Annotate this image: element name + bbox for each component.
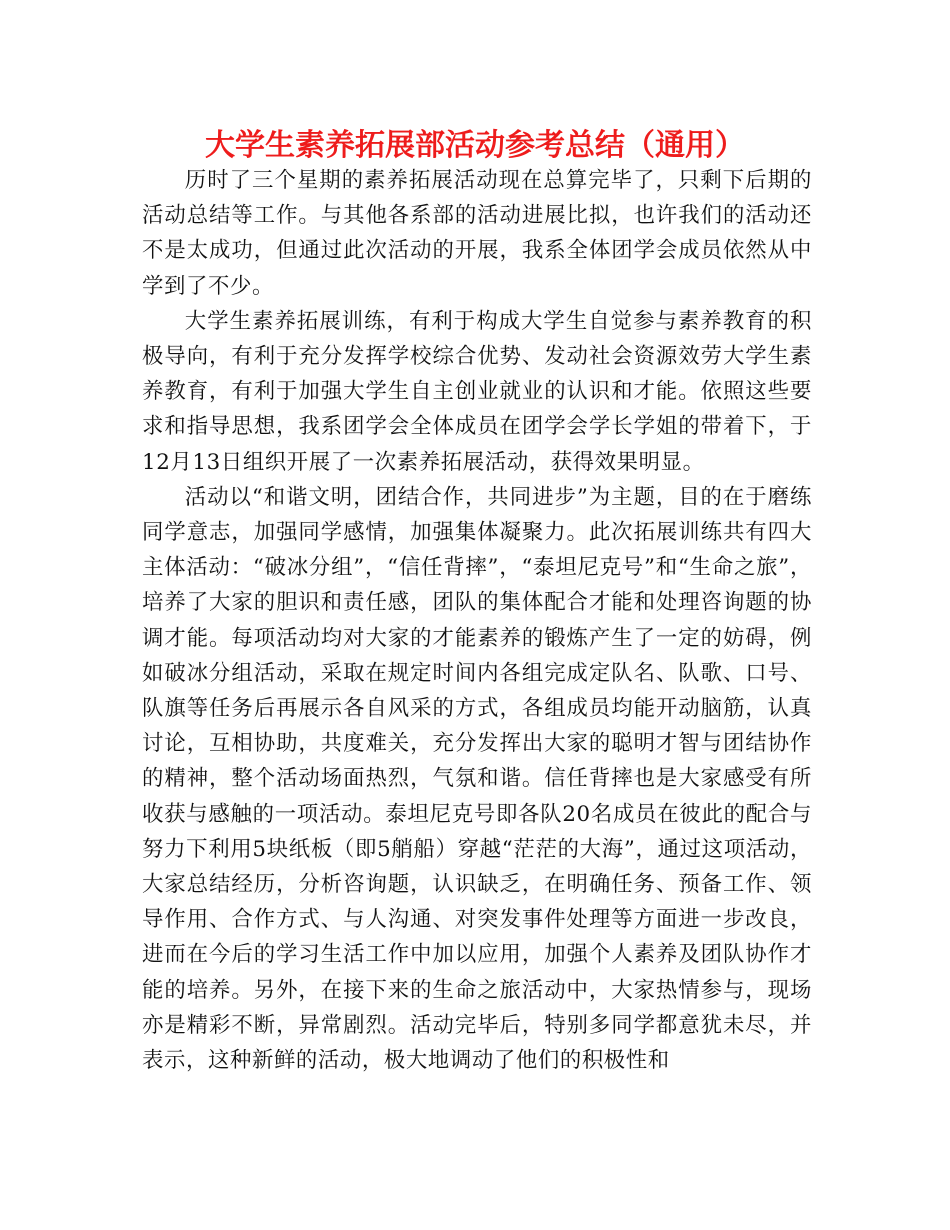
document-body <box>142 163 812 1078</box>
paragraph-intro: 历时了三个星期的素养拓展活动现在总算完毕了，只剩下后期的活动总结等工作。与其他各系部的活动进展比拟，也许我们的活动还不是太成功，但通过此次活动的开展，我系全体团学会成员依然从中学到了不少。 <box>142 168 812 299</box>
paragraph-activities: 活动以“和谐文明，团结合作，共同进步”为主题，目的在于磨练同学意志，加强同学感情，加强集体凝聚力。此次拓展训练共有四大主体活动：“破冰分组”，“信任背摔”，“泰坦尼克号”和“生命之旅”，培养了大家的胆识和责任感，团队的集体配合才能和处理咨询题的协调才能。每项活动均对大家的才能素养的锻炼产生了一定的妨碍，例如破冰分组活动，采取在规定时间内各组完成定队名、队歌、口号、队旗等任务后再展示各自风采的方式，各组成员均能开动脑筋，认真讨论，互相协助，共度难关，充分发挥出大家的聪明才智与团结协作的精神，整个活动场面热烈，气氛和谐。信任背摔也是大家感受有所收获与感触的一项活动。泰坦尼克号即各队20名成员在彼此的配合与努力下利用5块纸板（即5艄船）穿越“茫茫的大海”，通过这项活动，大家总结经历，分析咨询题，认识缺乏，在明确任务、预备工作、领导作用、合作方式、与人沟通、对突发事件处理等方面进一步改良，进而在今后的学习生活工作中加以应用，加强个人素养及团队协作才能的培养。另外，在接下来的生命之旅活动中，大家热情参与，现场亦是精彩不断，异常剧烈。活动完毕后，特别多同学都意犹未尽，并表示，这种新鲜的活动，极大地调动了他们的积极性和 <box>142 484 812 1074</box>
document-title: 大学生素养拓展部活动参考总结（通用） <box>205 128 745 163</box>
paragraph-purpose: 大学生素养拓展训练，有利于构成大学生自觉参与素养教育的积极导向，有利于充分发挥学校综合优势、发动社会资源效劳大学生素养教育，有利于加强大学生自主创业就业的认识和才能。依照这些要求和指导思想，我系团学会全体成员在团学会学长学姐的带着下，于12月13日组织开展了一次素养拓展活动，获得效果明显。 <box>142 308 812 475</box>
